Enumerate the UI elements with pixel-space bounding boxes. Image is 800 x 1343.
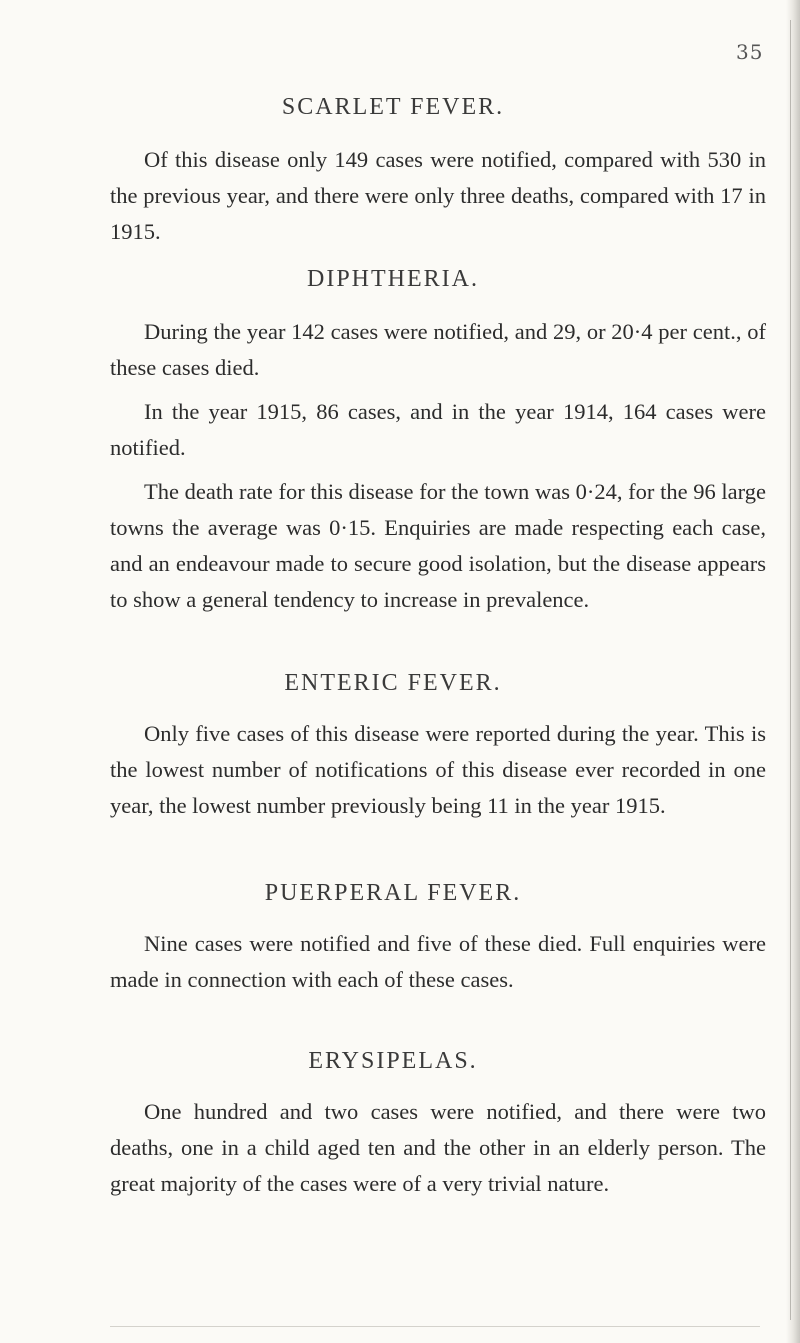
heading-puerperal-fever: PUERPERAL FEVER. [264,880,522,906]
heading-scarlet-fever: SCARLET FEVER. [281,94,505,120]
paragraph-puerperal-fever: Nine cases were notified and five of these died. Full enquiries were made in connection with each of these cases. [110,931,766,992]
paragraph-enteric-fever: Only five cases of this disease were reported during the year. This is the lowest number of notifications of this disease ever recorded in one year, the lowest number previously being 11 in the year 1915. [110,721,766,818]
paragraph-erysipelas: One hundred and two cases were notified, and there were two deaths, one in a child aged ten and the other in an elderly person. The great majority of the cases were of a very trivial nature. [110,1099,766,1196]
bottom-rule [110,1326,760,1327]
paragraph-scarlet-fever: Of this disease only 149 cases were notified, compared with 530 in the previous year, and there were only three deaths, compared with 17 in 1915. [110,147,766,244]
heading-enteric-fever: ENTERIC FEVER. [284,670,502,696]
paragraph-diphtheria-3: The death rate for this disease for the town was 0·24, for the 96 large towns the average was 0·15. Enquiries are made respecting each case, and an endeavour made to secure good isolation, but the disease appears to show a general tendency to increase in prevalence. [110,479,766,612]
page-edge-line [790,20,791,1320]
heading-erysipelas: ERYSIPELAS. [308,1048,478,1074]
page-edge [786,0,800,1343]
heading-diphtheria: DIPHTHERIA. [307,266,479,292]
page-number: 35 [736,40,764,64]
paragraph-diphtheria-2: In the year 1915, 86 cases, and in the year 1914, 164 cases were notified. [110,399,766,460]
paragraph-diphtheria-1: During the year 142 cases were notified, and 29, or 20·4 per cent., of these cases died. [110,319,766,380]
